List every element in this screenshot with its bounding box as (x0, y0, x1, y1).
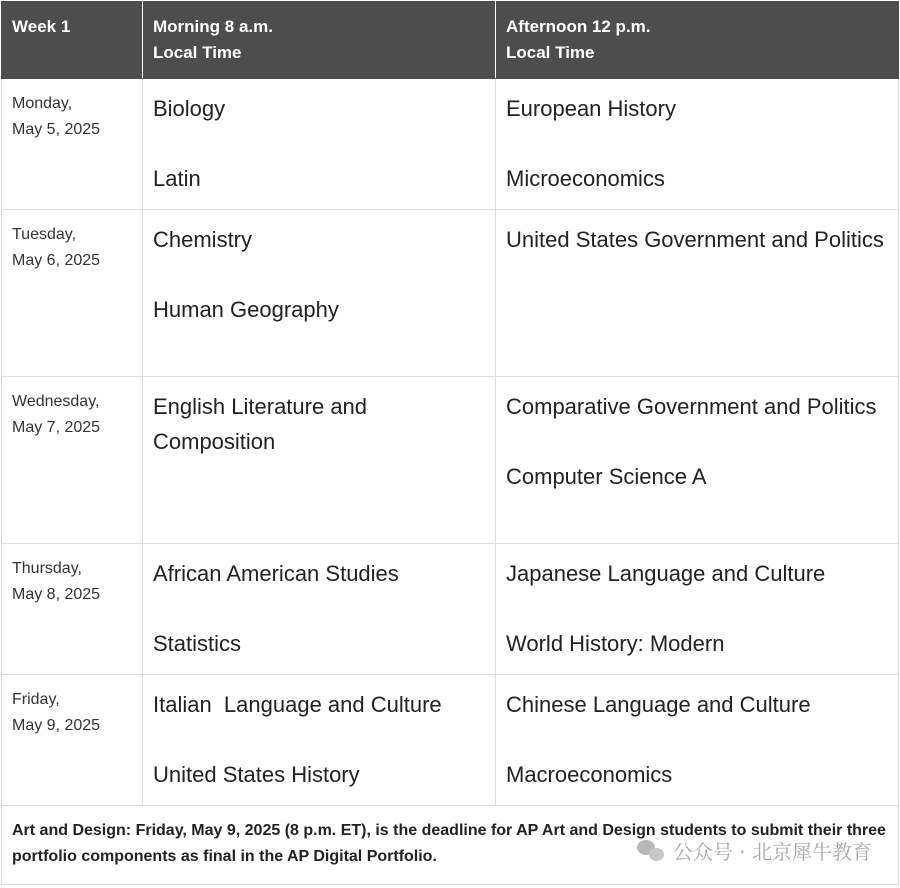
header-morning-time: Morning 8 a.m. (153, 17, 273, 36)
footnote-text: Friday, May 9, 2025 (8 p.m. ET), is the deadline for AP Art and Design students to submit their three portfolio components as final in the AP Digital Portfolio. (12, 822, 886, 865)
exam-name: United States History (153, 762, 360, 787)
morning-cell (143, 79, 496, 210)
afternoon-cell (496, 79, 899, 210)
header-week-label: Week 1 (12, 17, 71, 36)
afternoon-cell (496, 675, 899, 806)
exam-name: Italian Language and Culture (153, 692, 442, 717)
day-date: May 8, 2025 (12, 586, 101, 603)
day-date: May 7, 2025 (12, 419, 101, 436)
table-row (2, 544, 899, 675)
header-morning-zone: Local Time (153, 43, 242, 62)
exam-name: Chemistry (153, 227, 253, 252)
table-row (2, 210, 899, 377)
exam-name: African American Studies (153, 561, 399, 586)
table-header-row (2, 2, 899, 79)
afternoon-cell (496, 377, 899, 544)
exam-name: European History (506, 96, 676, 121)
table-row (2, 79, 899, 210)
header-week (2, 2, 143, 79)
day-cell (2, 675, 143, 806)
footnote-lead: Art and Design: (12, 822, 132, 839)
day-date: May 5, 2025 (12, 121, 101, 138)
morning-cell (143, 210, 496, 377)
table-row (2, 675, 899, 806)
exam-name: Japanese Language and Culture (506, 561, 826, 586)
header-afternoon-zone: Local Time (506, 43, 595, 62)
wechat-icon (637, 838, 667, 864)
header-afternoon (496, 2, 899, 79)
exam-name: Statistics (153, 631, 242, 656)
exam-name: World History: Modern (506, 631, 725, 656)
day-cell (2, 210, 143, 377)
day-name: Tuesday, (12, 226, 77, 243)
day-name: Friday, (12, 691, 60, 708)
table-row (2, 377, 899, 544)
exam-name: United States Government and Politics (506, 227, 884, 252)
day-name: Wednesday, (12, 393, 100, 410)
exam-name: English Literature and Composition (153, 394, 374, 454)
day-date: May 9, 2025 (12, 717, 101, 734)
day-date: May 6, 2025 (12, 252, 101, 269)
day-cell (2, 544, 143, 675)
afternoon-cell (496, 544, 899, 675)
exam-name: Microeconomics (506, 166, 665, 191)
morning-cell (143, 544, 496, 675)
day-cell (2, 79, 143, 210)
header-morning (143, 2, 496, 79)
day-cell (2, 377, 143, 544)
day-name: Monday, (12, 95, 73, 112)
exam-name: Human Geography (153, 297, 339, 322)
exam-name: Chinese Language and Culture (506, 692, 811, 717)
header-afternoon-time: Afternoon 12 p.m. (506, 17, 651, 36)
watermark-text: 公众号 · 北京犀牛教育 (672, 840, 872, 864)
exam-name: Comparative Government and Politics (506, 394, 877, 419)
exam-name: Computer Science A (506, 464, 707, 489)
exam-name: Biology (153, 96, 226, 121)
exam-name: Macroeconomics (506, 762, 673, 787)
morning-cell (143, 675, 496, 806)
exam-name: Latin (153, 166, 201, 191)
day-name: Thursday, (12, 560, 82, 577)
watermark (637, 836, 872, 865)
exam-schedule-table (1, 1, 899, 885)
afternoon-cell (496, 210, 899, 377)
morning-cell (143, 377, 496, 544)
